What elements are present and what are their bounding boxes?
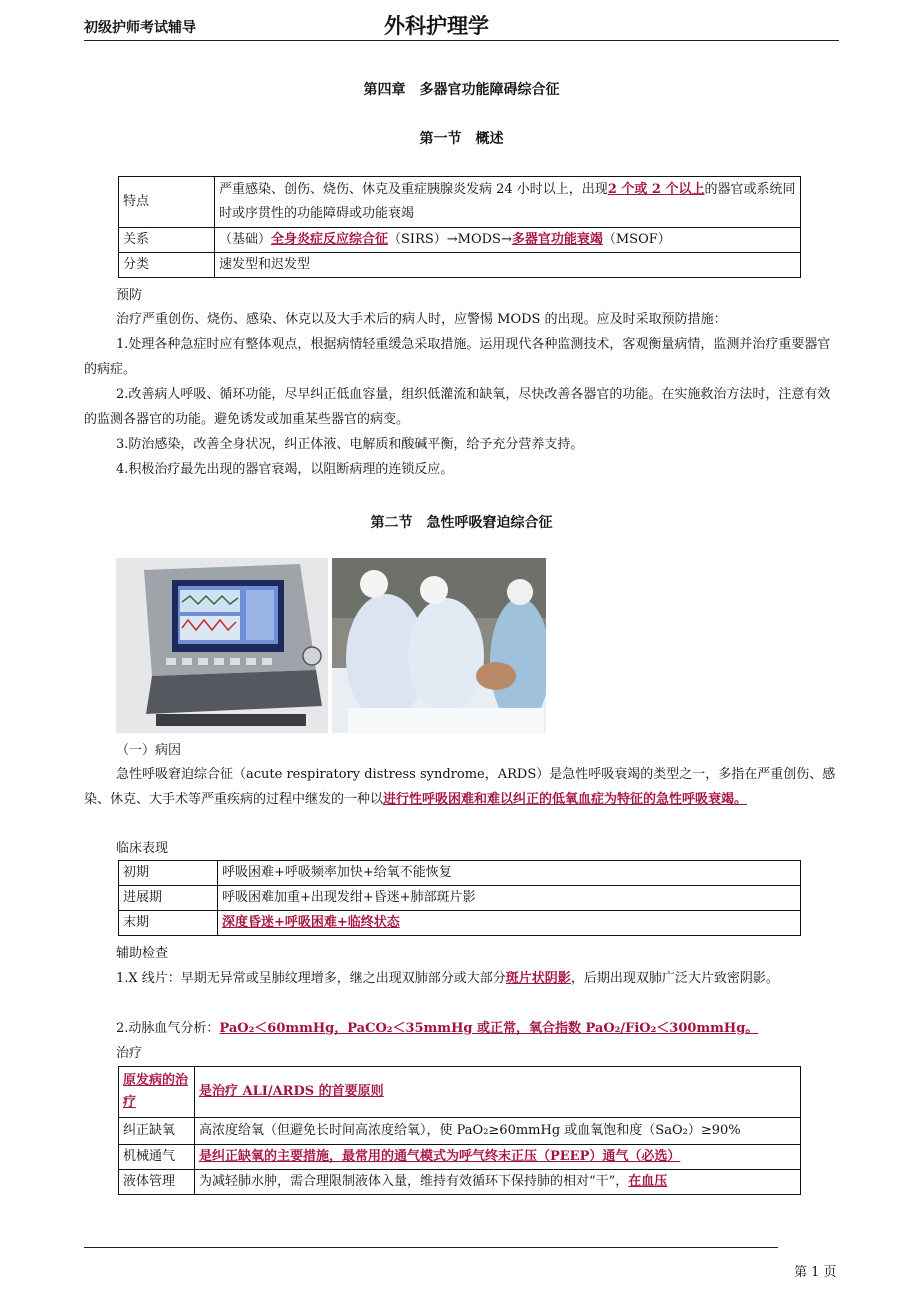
table-cell-label: 末期 xyxy=(119,911,218,936)
highlight-text: 深度昏迷+呼吸困难+临终状态 xyxy=(222,915,400,930)
section2-title: 第二节 急性呼吸窘迫综合征 xyxy=(370,515,553,531)
highlight-text: 是纠正缺氧的主要措施，最常用的通气模式为呼气终末正压（PEEP）通气（必选） xyxy=(199,1149,681,1164)
table-cell-value xyxy=(195,1067,801,1118)
highlight-text: 原发病的治疗 xyxy=(123,1073,189,1110)
table-cell-label: 特点 xyxy=(119,177,215,228)
text-run: 的器官或系统同时或序贯性的功能障碍或功能衰竭 xyxy=(219,182,796,221)
prevention-item-1: 1.处理各种急症时应有整体观点，根据病情轻重缓急采取措施。运用现代各种监测技术，客观衡量病情，监测并治疗重要器官的病症。 xyxy=(84,337,831,377)
clinical-title: 临床表现 xyxy=(116,841,169,856)
overview-table xyxy=(118,176,801,278)
highlight-text: 进行性呼吸困难和难以纠正的低氧血症为特征的急性呼吸衰竭。 xyxy=(383,792,748,807)
text-run: 2.动脉血气分析： xyxy=(116,1021,220,1036)
text-run: 为减轻肺水肿，需合理限制液体入量，维持有效循环下保持肺的相对“干”， xyxy=(199,1174,629,1189)
table-cell-value xyxy=(215,228,801,253)
table-row xyxy=(119,1145,801,1170)
prevention-title: 预防 xyxy=(116,288,143,303)
table-row xyxy=(119,177,801,228)
table-cell-value xyxy=(195,1145,801,1170)
table-cell-value: 速发型和迟发型 xyxy=(215,253,801,278)
table-cell-label: 分类 xyxy=(119,253,215,278)
table-cell-value: 高浓度给氧（但避免长时间高浓度给氧），使 PaO₂≥60mmHg 或血氧饱和度（SaO₂）≥90% xyxy=(195,1118,801,1145)
highlight-text: 斑片状阴影 xyxy=(505,971,571,986)
prevention-item-4: 4.积极治疗最先出现的器官衰竭，以阻断病理的连锁反应。 xyxy=(116,462,454,477)
table-row xyxy=(119,1118,801,1145)
highlight-text: PaO₂＜60mmHg，PaCO₂＜35mmHg 或正常，氧合指数 PaO₂/FiO₂＜300mmHg。 xyxy=(219,1021,759,1036)
prevention-item-3: 3.防治感染，改善全身状况，纠正体液、电解质和酸碱平衡，给予充分营养支持。 xyxy=(116,437,584,452)
aux-title: 辅助检查 xyxy=(116,946,169,961)
highlight-text: 在血压 xyxy=(628,1174,668,1189)
text-run: （基础） xyxy=(219,232,272,247)
clinical-table xyxy=(118,860,801,936)
highlight-text: 2 个或 2 个以上 xyxy=(607,182,705,197)
table-cell-value: 呼吸困难+呼吸频率加快+给氧不能恢复 xyxy=(218,861,801,886)
text-run: （MSOF） xyxy=(602,232,671,247)
header-center-title: 外科护理学 xyxy=(384,14,489,38)
cause-title: （一）病因 xyxy=(116,743,182,758)
prevention-intro: 治疗严重创伤、烧伤、感染、休克以及大手术后的病人时，应警惕 MODS 的出现。应及时采取预防措施： xyxy=(116,312,727,327)
table-cell-value xyxy=(215,177,801,228)
table-row xyxy=(119,886,801,911)
table-cell-value xyxy=(218,911,801,936)
footer-divider xyxy=(84,1247,778,1248)
page-number: 第 1 页 xyxy=(794,1265,837,1280)
table-cell-label: 纠正缺氧 xyxy=(119,1118,195,1145)
header-divider xyxy=(84,40,839,41)
table-cell-label: 液体管理 xyxy=(119,1170,195,1195)
text-run: 急性呼吸窘迫综合征（acute respiratory distress syndrome，ARDS）是急性呼吸衰竭的类型之一，多指在严重创伤、感染、休克、大手术等严重疾病的过程中继发的一种以 xyxy=(84,767,836,807)
table-row xyxy=(119,861,801,886)
prevention-item-2: 2.改善病人呼吸、循环功能，尽早纠正低血容量，组织低灌流和缺氧，尽快改善各器官的功能。在实施救治方法时，注意有效的监测各器官的功能。避免诱发或加重某些器官的病变。 xyxy=(84,387,831,427)
treatment-table xyxy=(118,1066,801,1195)
table-row xyxy=(119,228,801,253)
section1-title: 第一节 概述 xyxy=(419,131,504,147)
treatment-title: 治疗 xyxy=(116,1046,143,1061)
table-cell-label: 进展期 xyxy=(119,886,218,911)
table-row xyxy=(119,1170,801,1195)
highlight-text: 多器官功能衰竭 xyxy=(511,232,603,247)
table-row xyxy=(119,1067,801,1118)
text-run: 1.X 线片：早期无异常或呈肺纹理增多，继之出现双肺部分或大部分 xyxy=(116,971,506,986)
table-cell-label xyxy=(119,1067,195,1118)
table-cell-label: 机械通气 xyxy=(119,1145,195,1170)
highlight-text: 全身炎症反应综合征 xyxy=(271,232,389,247)
cause-paragraph xyxy=(84,762,839,812)
ventilator-image xyxy=(116,558,328,733)
text-run: 严重感染、创伤、烧伤、休克及重症胰腺炎发病 24 小时以上，出现 xyxy=(219,182,608,197)
chapter-title: 第四章 多器官功能障碍综合征 xyxy=(363,82,560,98)
aux-item-1 xyxy=(84,966,839,991)
table-row xyxy=(119,253,801,278)
aux-item-2 xyxy=(84,1016,839,1041)
text-run: ，后期出现双肺广泛大片致密阴影。 xyxy=(570,971,779,986)
table-cell-label: 关系 xyxy=(119,228,215,253)
highlight-text: 是治疗 ALI/ARDS 的首要原则 xyxy=(199,1084,384,1099)
header-left-title: 初级护师考试辅导 xyxy=(84,20,196,36)
ards-photos xyxy=(116,558,546,733)
nurses-treating-patient-image xyxy=(332,558,546,733)
table-cell-label: 初期 xyxy=(119,861,218,886)
table-row xyxy=(119,911,801,936)
text-run: （SIRS）→MODS→ xyxy=(388,232,512,247)
table-cell-value xyxy=(195,1170,801,1195)
table-cell-value: 呼吸困难加重+出现发绀+昏迷+肺部斑片影 xyxy=(218,886,801,911)
